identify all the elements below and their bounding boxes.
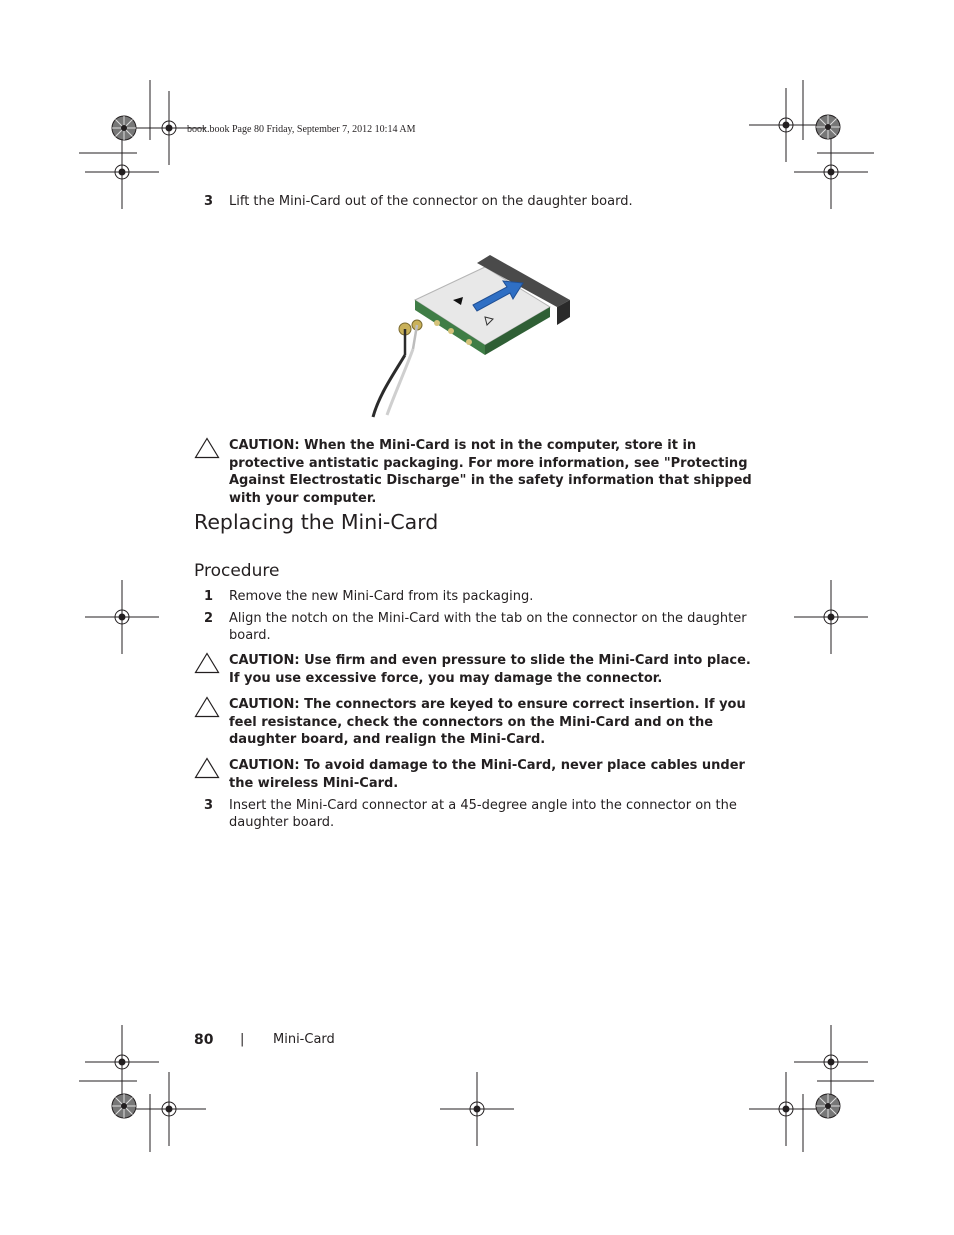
- step-text: Remove the new Mini-Card from its packaging.: [229, 589, 534, 604]
- step-remove-card: [204, 588, 764, 605]
- crop-registration-mark-icon: [749, 1025, 874, 1152]
- step-number: 1: [204, 589, 214, 604]
- chapter-name: Mini-Card: [273, 1032, 335, 1047]
- caution-keyed-connectors: [194, 696, 764, 749]
- step-number: 3: [204, 194, 214, 209]
- step-text: Align the notch on the Mini-Card with the tab on the connector on the daughter board.: [229, 611, 747, 643]
- caution-firm-pressure: [194, 652, 764, 687]
- caution-cables: [194, 757, 764, 792]
- caution-triangle-icon: [194, 757, 220, 779]
- caution-text: CAUTION: Use firm and even pressure to slide the Mini-Card into place. If you use excessive force, you may damage the connector.: [229, 653, 751, 686]
- crop-registration-mark-icon: [440, 1072, 514, 1146]
- mini-card-illustration: [365, 245, 580, 420]
- step-lift-mini-card: [204, 193, 764, 210]
- color-target-icon: [112, 1094, 136, 1118]
- color-target-icon: [816, 1094, 840, 1118]
- footer-separator: |: [240, 1032, 245, 1047]
- caution-text: CAUTION: To avoid damage to the Mini-Card, never place cables under the wireless Mini-Card.: [229, 758, 745, 791]
- step-text: Lift the Mini-Card out of the connector on the daughter board.: [229, 194, 633, 209]
- crop-registration-mark-icon: [794, 580, 868, 654]
- procedure-heading: Procedure: [194, 561, 280, 581]
- crop-registration-mark-icon: [749, 80, 874, 209]
- caution-triangle-icon: [194, 437, 220, 459]
- crop-registration-mark-icon: [79, 1025, 206, 1152]
- step-number: 3: [204, 798, 214, 813]
- section-heading: Replacing the Mini-Card: [194, 510, 439, 534]
- step-insert-card: [204, 797, 764, 831]
- step-text: Insert the Mini-Card connector at a 45-degree angle into the connector on the daughter board.: [229, 798, 737, 830]
- caution-text: CAUTION: The connectors are keyed to ensure correct insertion. If you feel resistance, check the connectors on the Mini-Card and on the daughter board, and realign the Mini-Card.: [229, 697, 746, 747]
- color-target-icon: [816, 115, 840, 139]
- color-target-icon: [112, 116, 136, 140]
- crop-registration-mark-icon: [85, 580, 159, 654]
- caution-triangle-icon: [194, 696, 220, 718]
- caution-store-card: [194, 437, 764, 507]
- caution-triangle-icon: [194, 652, 220, 674]
- caution-text: CAUTION: When the Mini-Card is not in the computer, store it in protective antistatic packaging. For more information, see "Protecting Against Electrostatic Discharge" in the safety information that shipped with your computer.: [229, 438, 752, 506]
- step-number: 2: [204, 611, 214, 626]
- page-number: 80: [194, 1032, 214, 1048]
- step-align-notch: [204, 610, 764, 644]
- slug-line: book.book Page 80 Friday, September 7, 2012 10:14 AM: [187, 124, 416, 135]
- crop-registration-mark-icon: [79, 80, 206, 209]
